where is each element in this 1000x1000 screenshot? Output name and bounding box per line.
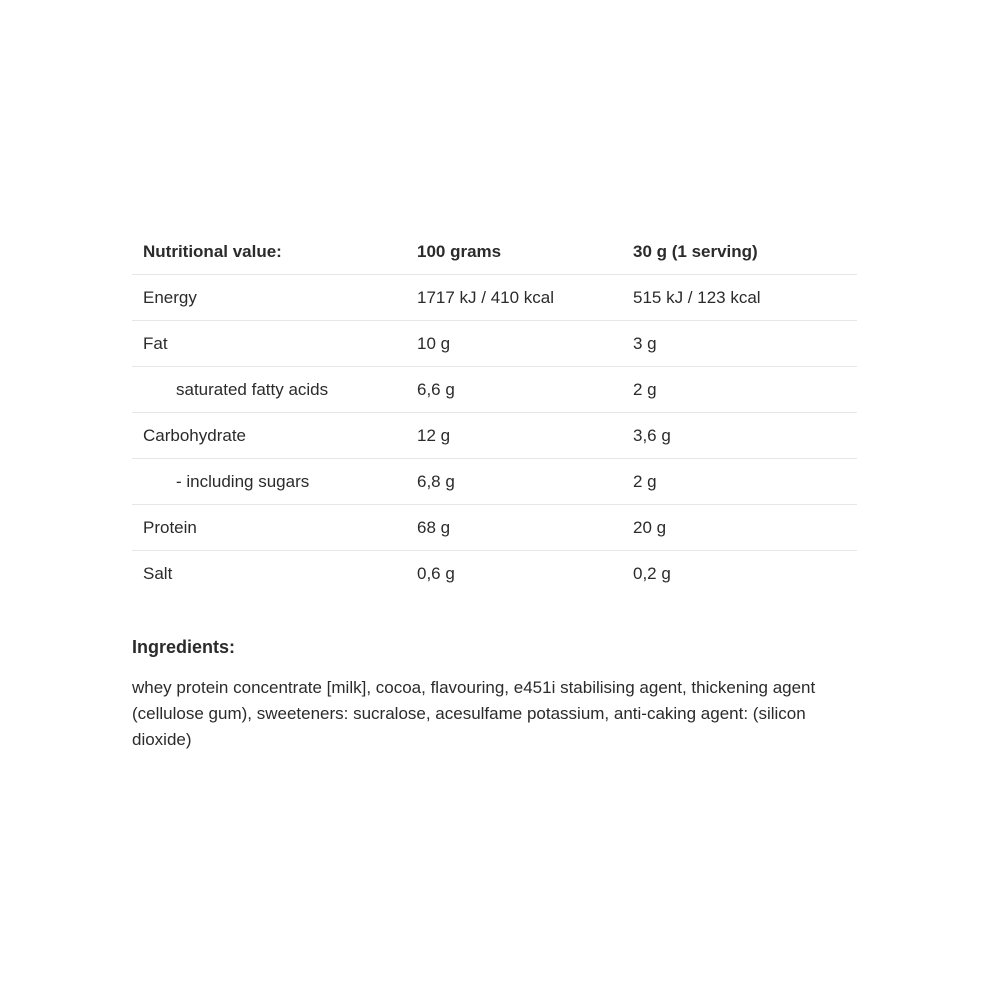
table-row (132, 505, 857, 551)
row-per-serving: 0,2 g (633, 563, 671, 583)
row-per-serving: 3 g (622, 321, 857, 367)
header-100-grams: 100 grams (406, 229, 622, 275)
table-row (132, 321, 857, 367)
row-per-serving: 2 g (622, 459, 857, 505)
row-name: Carbohydrate (132, 413, 406, 459)
nutrition-table (132, 229, 857, 596)
row-name: Protein (132, 505, 406, 551)
table-row (132, 275, 857, 321)
row-name: Salt (143, 563, 173, 583)
row-per-serving: 20 g (622, 505, 857, 551)
row-name: Energy (132, 275, 406, 321)
row-per-100: 68 g (406, 505, 622, 551)
row-name: - including sugars (132, 459, 406, 505)
nutrition-header-row (132, 229, 857, 275)
table-row (132, 551, 857, 597)
table-row (132, 413, 857, 459)
row-per-100: 6,6 g (406, 367, 622, 413)
row-name: Fat (132, 321, 406, 367)
table-row (132, 367, 857, 413)
header-per-serving: 30 g (1 serving) (622, 229, 857, 275)
row-per-serving: 515 kJ / 123 kcal (622, 275, 857, 321)
row-per-serving: 2 g (622, 367, 857, 413)
ingredients-title: Ingredients: (132, 637, 236, 657)
header-nutritional-value: Nutritional value: (132, 229, 406, 275)
ingredients-text: whey protein concentrate [milk], cocoa, flavouring, e451i stabilising agent, thickening agent (cellulose gum), sweeteners: sucralose, acesulfame potassium, anti-caking agent: (silicon dioxide) (132, 678, 816, 749)
row-per-100: 6,8 g (406, 459, 622, 505)
row-name: saturated fatty acids (132, 367, 406, 413)
row-per-100: 10 g (406, 321, 622, 367)
row-per-serving: 3,6 g (622, 413, 857, 459)
row-per-100: 12 g (406, 413, 622, 459)
table-row (132, 459, 857, 505)
row-per-100: 0,6 g (417, 563, 455, 583)
row-per-100: 1717 kJ / 410 kcal (406, 275, 622, 321)
